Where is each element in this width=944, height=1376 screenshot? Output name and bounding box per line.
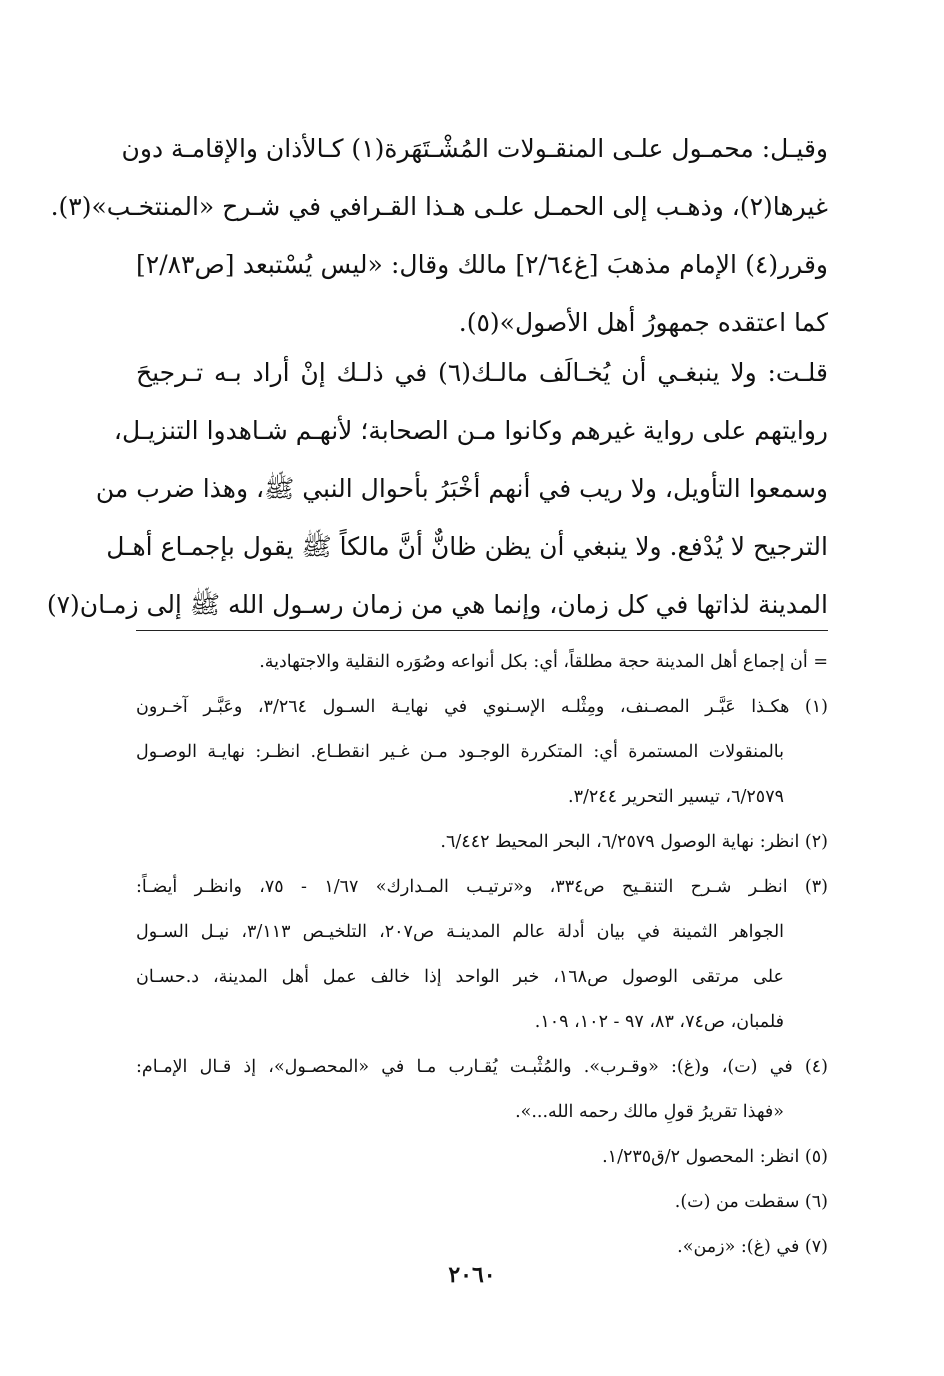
paragraph-2 [46,344,828,634]
footnotes [136,640,828,1270]
text-line: روايتهم على رواية غيرهم وكانوا مـن الصحابة؛ لأنهـم شـاهدوا التنزيـل، [113,416,828,445]
footnote-line: (٦) سقطت من (ت). [674,1192,828,1212]
text-line: الترجيح لا يُدْفع. ولا ينبغي أن يظن ظانٌّ أنَّ مالكاً ﷺ يقول بإجمـاع أهـل [106,532,828,561]
text-line: وسمعوا التأويل، ولا ريب في أنهم أخْبَرُ بأحوال النبي ﷺ، وهذا ضرب من [95,474,828,503]
footnote-6 [136,1180,828,1225]
footnote-line: «فهذا تقريرُ قولِ مالك رحمه الله...». [515,1102,784,1122]
text-line: كما اعتقده جمهورُ أهل الأصول»(٥). [458,308,828,337]
footnote-line: فلمبان، ص٧٤، ٨٣، ٩٧ - ١٠٢، ١٠٩. [534,1012,784,1032]
text-line: قلـت: ولا ينبغـي أن يُخـالَف مالـك(٦) في ذلـك إنْ أراد بـه تـرجيحَ [136,358,828,387]
paragraph-1 [50,120,828,352]
footnote-5 [136,1135,828,1180]
footnote-separator [136,630,828,631]
footnote-line: ٦/٢٥٧٩، تيسير التحرير ٣/٢٤٤. [568,787,784,807]
footnote-line: على مرتقى الوصول ص١٦٨، خبر الواحد إذا خالف عمل أهل المدينة، د.حسـان [136,967,784,987]
footnote-line: (٥) انظر: المحصول ٢/ق١/٢٣٥. [602,1147,828,1167]
text-line: المدينة لذاتها في كل زمان، وإنما هي من زمان رسـول الله ﷺ إلى زمـان(٧) [46,590,828,619]
footnote-line: (٢) انظر: نهاية الوصول ٦/٢٥٧٩، البحر المحيط ٦/٤٤٢. [440,832,828,852]
text-line: وقيـل: محمـول علـى المنقـولات المُشْـتَهَرة(١) كـالأذان والإقامـة دون [121,134,828,163]
text-line: وقرر(٤) الإمام مذهبَ [غ٢/٦٤] مالك وقال: «ليس يُسْتبعد [ص٢/٨٣] [136,250,828,279]
footnote-3 [136,865,828,1045]
footnote-continuation [136,640,828,685]
footnote-line: (٧) في (غ): «زمن». [677,1237,828,1257]
footnote-4 [136,1045,828,1135]
footnote-line: = أن إجماع أهل المدينة حجة مطلقاً، أي: بكل أنواعه وصُوَره النقلية والاجتهادية. [259,652,828,672]
footnote-line: (٤) في (ت)، و(غ): «وقـرب». والمُثْبـت يُقـارب مـا في «المحصـول»، إذ قـال الإمـام: [136,1057,828,1077]
page-number: ٢٠٦٠ [448,1262,496,1288]
footnote-line: (١) هكـذا عَبَّـر المصـنف، ومِثْلـه الإسـنوي في نهايـة السـول ٣/٢٦٤، وعَبَّـر آخـرون [136,697,828,717]
text-line: غيرها(٢)، وذهـب إلى الحمـل علـى هـذا القـرافي في شـرح «المنتخـب»(٣). [50,192,828,221]
footnote-line: الجواهر الثمينة في بيان أدلة عالم المدينـة ص٢٠٧، التلخيـص ٣/١١٣، نيـل السـول [136,922,785,942]
footnote-line: بالمنقولات المستمرة أي: المتكررة الوجـود مـن غـير انقطـاع. انظـر: نهايـة الوصـول [136,742,784,762]
footnote-line: (٣) انظـر شـرح التنقـيح ص٣٣٤، و«ترتيـب المـدارك» ١/٦٧ - ٧٥، وانظـر أيضـاً: [136,877,828,897]
footnote-1 [136,685,828,820]
footnote-2 [136,820,828,865]
